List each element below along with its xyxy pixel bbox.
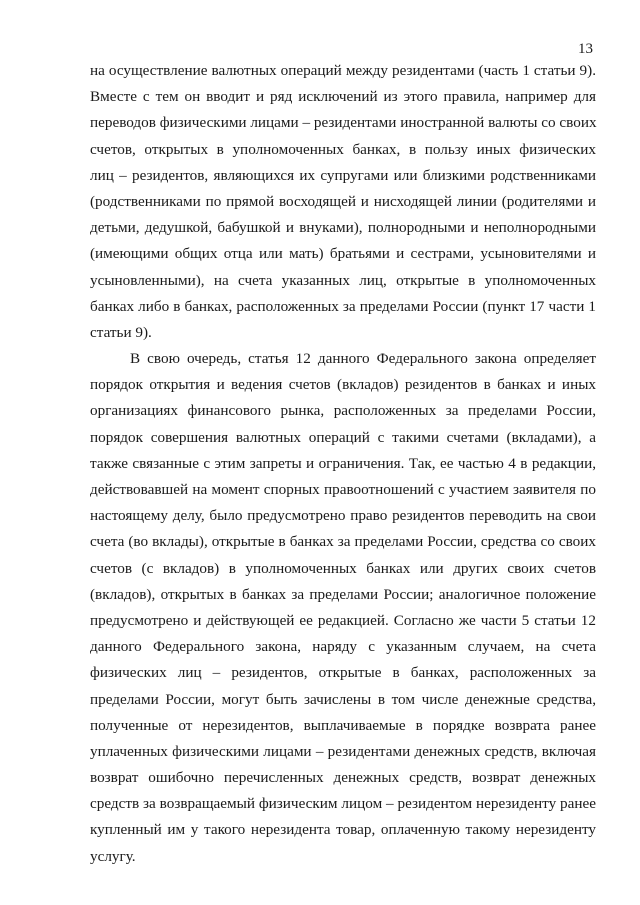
paragraph-line: настоящему делу, было предусмотрено право резидентов переводить на свои — [90, 507, 596, 525]
paragraph-line: порядок совершения валютных операций с такими счетами (вкладами), а — [90, 428, 596, 446]
paragraph-line: услугу. — [90, 847, 136, 865]
paragraph-line: уплаченных физическими лицами – резидентами денежных средств, включая — [90, 742, 596, 760]
paragraph-line: переводов физическими лицами – резидентами иностранной валюты со своих — [90, 114, 597, 132]
paragraph-line: порядок открытия и ведения счетов (вкладов) резидентов в банках и иных — [90, 376, 596, 394]
paragraph-line: В свою очередь, статья 12 данного Федерального закона определяет — [130, 350, 596, 368]
paragraph-line: Вместе с тем он вводит и ряд исключений из этого правила, например для — [90, 88, 596, 106]
paragraph-line: усыновленными), на счета указанных лиц, открытые в уполномоченных — [90, 271, 596, 289]
paragraph-line: действовавшей на момент спорных правоотношений с участием заявителя по — [90, 481, 596, 498]
paragraph-line: предусмотрено и действующей ее редакцией. Согласно же части 5 статьи 12 — [90, 611, 596, 629]
paragraph-line: счетов (с вкладов) в уполномоченных банках или других своих счетов — [90, 559, 596, 577]
paragraph-line: также связанные с этим запреты и ограничения. Так, ее частью 4 в редакции, — [90, 454, 596, 472]
paragraph-line: на осуществление валютных операций между резидентами (часть 1 статьи 9). — [90, 62, 596, 79]
paragraph-line: счета (во вклады), открытые в банках за пределами России, средства со своих — [90, 533, 596, 551]
paragraph-line: (имеющими общих отца или мать) братьями и сестрами, усыновителями и — [90, 245, 596, 263]
paragraph-line: купленный им у такого нерезидента товар, оплаченную такому нерезиденту — [90, 821, 596, 839]
paragraph-line: банках либо в банках, расположенных за пределами России (пункт 17 части 1 — [90, 297, 596, 315]
paragraph-line: счетов, открытых в уполномоченных банках, в пользу иных физических — [90, 140, 596, 158]
paragraph-line: полученные от нерезидентов, выплачиваемые в порядке возврата ранее — [90, 716, 596, 734]
paragraph-line: детьми, дедушкой, бабушкой и внуками), полнородными и неполнородными — [90, 219, 596, 237]
paragraph-line: (родственниками по прямой восходящей и нисходящей линии (родителями и — [90, 192, 596, 210]
paragraph-line: лиц – резидентов, являющихся их супругами или близкими родственниками — [90, 166, 596, 184]
paragraph-line: (вкладов), открытых в банках за пределами России; аналогичное положение — [90, 585, 596, 603]
paragraph-line: статьи 9). — [90, 323, 152, 341]
paragraph-2 — [90, 346, 596, 870]
paragraph-line: физических лиц – резидентов, открытые в банках, расположенных за — [90, 664, 596, 682]
body-text — [90, 58, 596, 870]
page-number: 13 — [578, 41, 593, 57]
paragraph-line: данного Федерального закона, наряду с указанным случаем, на счета — [90, 638, 596, 656]
paragraph-line: средств за возвращаемый физическим лицом – резидентом нерезиденту ранее — [90, 795, 596, 813]
paragraph-line: организациях финансового рынка, расположенных за пределами России, — [90, 402, 596, 420]
paragraph-line: возврат ошибочно перечисленных денежных средств, возврат денежных — [90, 769, 596, 787]
paragraph-line: пределами России, могут быть зачислены в том числе денежные средства, — [90, 690, 596, 708]
paragraph-1 — [90, 58, 596, 346]
